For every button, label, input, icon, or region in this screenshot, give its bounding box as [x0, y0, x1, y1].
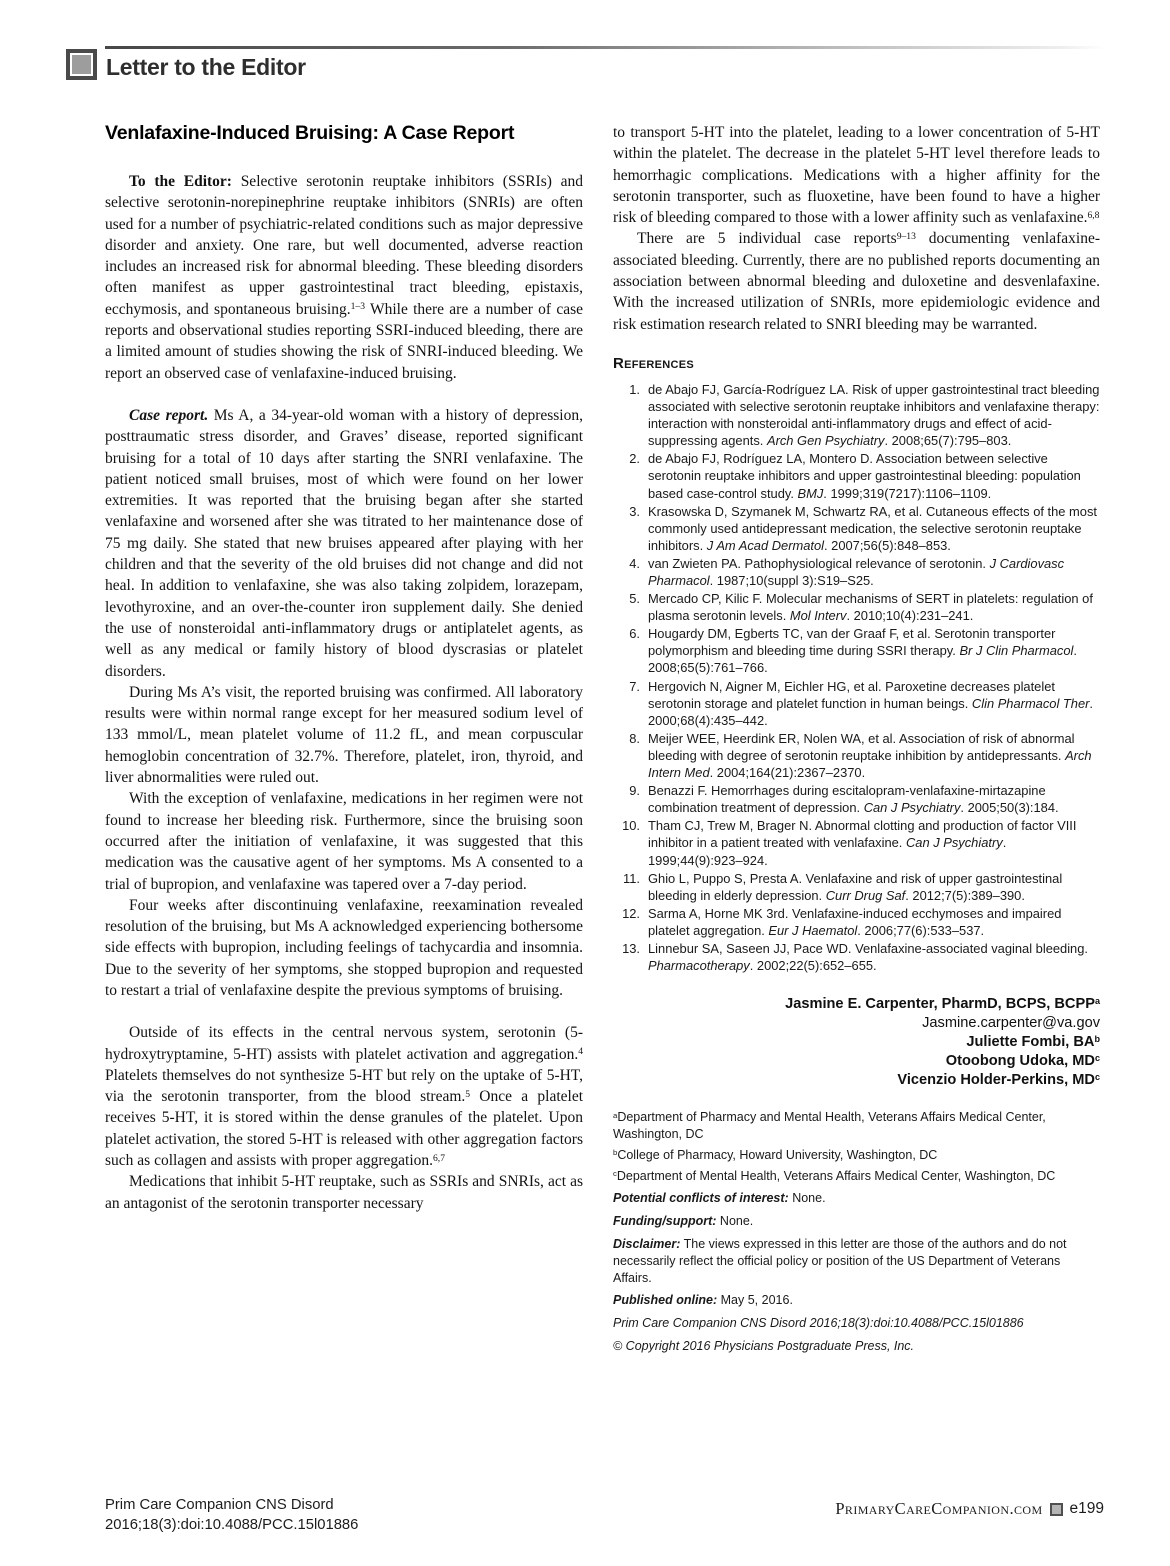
author-line: Jasmine E. Carpenter, PharmD, BCPS, BCPP$^a$	[785, 996, 1100, 1013]
reference-number: 5.	[629, 591, 640, 607]
affiliation-line: $^a$Department of Pharmacy and Mental Health, Veterans Affairs Medical Center, Washington, DC	[613, 1110, 1046, 1141]
reference-number: 10.	[622, 818, 640, 834]
affiliation-line: $^c$Department of Mental Health, Veterans Affairs Medical Center, Washington, DC	[613, 1168, 1056, 1183]
note-line: Prim Care Companion CNS Disord 2016;18(3):doi:10.4088/PCC.15l01886	[613, 1316, 1024, 1331]
reference-number: 8.	[629, 730, 640, 746]
body-paragraph: Medications that inhibit 5-HT reuptake, such as SSRIs and SNRIs, act as an antagonist of the serotonin transporter necessary	[105, 1173, 583, 1212]
reference-text: Ghio L, Puppo S, Presta A. Venlafaxine and risk of upper gastrointestinal bleeding in elderly depression. Curr Drug Saf. 2012;7(5):389–390.	[648, 870, 1063, 903]
reference-number: 1.	[629, 381, 640, 397]
reference-item	[615, 678, 1100, 729]
affiliations-block	[613, 1109, 1100, 1184]
reference-item	[615, 870, 1100, 904]
footer-site-name: PrimaryCareCompanion.com	[835, 1499, 1043, 1518]
reference-item	[615, 730, 1100, 781]
left-column	[105, 122, 583, 1214]
author-line: Juliette Fombi, $BA^b$	[966, 1034, 1100, 1051]
footer-site-info	[835, 1499, 1104, 1519]
author-line: Otoobong Udoka, $MD^c$	[945, 1053, 1100, 1070]
reference-number: 6.	[629, 626, 640, 642]
reference-item	[615, 555, 1100, 589]
footer-journal-info	[105, 1496, 358, 1535]
authors-block	[613, 995, 1100, 1090]
right-column	[613, 122, 1100, 1355]
reference-item	[615, 450, 1100, 501]
reference-text: Benazzi F. Hemorrhages during escitalopram-venlafaxine-mirtazapine combination treatment of depression. Can J Psychiatry. 2005;50(3):184.	[648, 783, 1059, 816]
note-line: Published online: May 5, 2016.	[613, 1293, 793, 1308]
reference-number: 3.	[629, 503, 640, 519]
reference-text: Meijer WEE, Heerdink ER, Nolen WA, et al. Association of risk of abnormal bleeding with degree of serotonin reuptake inhibition by antidepressants. Arch Intern Med. 2004;164(21):2367–2370.	[648, 730, 1092, 781]
left-paragraphs	[105, 171, 583, 1214]
reference-text: de Abajo FJ, García-Rodríguez LA. Risk of upper gastrointestinal tract bleeding associated with selective serotonin reuptake inhibitors and venlafaxine therapy: interaction with nonsteroidal anti-inflammatory drugs and effect of acid-suppressing agents. Arch Gen Psychiatry. 2008;65(7):795–803.	[648, 381, 1100, 449]
reference-item	[615, 782, 1100, 816]
reference-item	[615, 625, 1100, 676]
note-line: Disclaimer: The views expressed in this letter are those of the authors and do not necessarily reflect the official policy or position of the US Department of Veterans Affairs.	[613, 1236, 1067, 1285]
footer-journal-name: Prim Care Companion CNS Disord	[105, 1497, 334, 1513]
reference-item	[615, 590, 1100, 624]
page-marker-icon	[1050, 1503, 1063, 1516]
reference-text: Mercado CP, Kilic F. Molecular mechanisms of SERT in platelets: regulation of plasma serotonin levels. Mol Interv. 2010;10(4):231–241.	[648, 591, 1093, 624]
reference-text: van Zwieten PA. Pathophysiological relevance of serotonin. J Cardiovasc Pharmacol. 1987;10(suppl 3):S19–S25.	[648, 555, 1065, 588]
note-line: Potential conflicts of interest: None.	[613, 1191, 826, 1206]
header-divider	[105, 46, 1105, 49]
letter-section-icon-inner	[70, 53, 93, 76]
reference-number: 12.	[622, 905, 640, 921]
body-paragraph: With the exception of venlafaxine, medications in her regimen were not found to increase her bleeding risk. Furthermore, since the bruising soon occurred after the initiation of venlafaxine, it was suggested that this medication was the causative agent of her symptoms. Ms A consented to a trial of bupropion, and venlafaxine was tapered over a 7-day period.	[105, 790, 583, 893]
body-paragraph: Case report. Ms A, a 34-year-old woman with a history of depression, posttraumatic stress disorder, and Graves’ disease, reported significant bruising for a total of 10 days after starting the SNRI venlafaxine. The patient noticed small bruises, most of which were found on her lower extremities. It was reported that the bruising began after she started venlafaxine and worsened after she was titrated to her maintenance dose of 75 mg daily. She stated that new bruises appeared after playing with her children and that the severity of the old bruises did not change and did not heal. In addition to venlafaxine, she was also taking zolpidem, lorazepam, levothyroxine, and an over-the-counter iron supplement daily. She denied the use of nonsteroidal anti-inflammatory drugs or antiplatelet agents, as well as any medical or family history of blood dyscrasias or platelet disorders.	[105, 406, 583, 680]
body-paragraph: There are 5 individual case reports$^{9-13}$ documenting venlafaxine-associated bleeding. Currently, there are no published reports documenting an association between abnormal bleeding and duloxetine and desvenlafaxine. With the increased utilization of SNRIs, more epidemiologic evidence and risk estimation research related to SNRI bleeding may be warranted.	[613, 230, 1100, 333]
reference-number: 13.	[622, 940, 640, 956]
reference-number: 11.	[623, 870, 640, 886]
references-list	[613, 381, 1100, 974]
body-paragraph: Four weeks after discontinuing venlafaxine, reexamination revealed resolution of the bruising, but Ms A acknowledged experiencing bothersome side effects with bupropion, including feelings of tachycardia and insomnia. Due to the severity of her symptoms, she stopped bupropion and requested to restart a trial of venlafaxine despite the previous symptoms of bruising.	[105, 896, 583, 999]
reference-item	[615, 905, 1100, 939]
right-paragraphs	[613, 122, 1100, 335]
body-paragraph: Outside of its effects in the central nervous system, serotonin (5-hydroxytryptamine, 5-HT) assists with platelet activation and aggregation.$^4$ Platelets themselves do not synthesize 5-HT but rely on the uptake of 5-HT, via the serotonin transporter, from the blood stream.$^5$ Once a platelet receives 5-HT, it is stored within the dense granules of the platelet. Upon platelet activation, the stored 5-HT is released with other aggregation factors such as collagen and assists with proper aggregation.$^{6,7}$	[105, 1024, 584, 1170]
author-line: Vicenzio Holder-Perkins, $MD^c$	[897, 1072, 1100, 1089]
reference-number: 4.	[629, 555, 640, 571]
body-paragraph: To the Editor: Selective serotonin reuptake inhibitors (SSRIs) and selective serotonin-norepinephrine reuptake inhibitors (SNRIs) are often used for a number of psychiatric-related conditions such as major depressive disorder and anxiety. One rare, but well documented, adverse reaction includes an increased risk for abnormal bleeding. These bleeding disorders often manifest as upper gastrointestinal tract bleeding, epistaxis, ecchymosis, and spontaneous bruising.$^{1-3}$ While there are a number of case reports and observational studies reporting SSRI-induced bleeding, there are a limited amount of studies showing the risk of SNRI-induced bleeding. We report an observed case of venlafaxine-induced bruising.	[105, 173, 583, 382]
affiliation-line: $^b$College of Pharmacy, Howard University, Washington, DC	[613, 1147, 938, 1162]
reference-item	[615, 817, 1100, 868]
footer-journal-doi: 2016;18(3):doi:10.4088/PCC.15l01886	[105, 1516, 359, 1533]
references-heading: References	[613, 354, 695, 372]
author-line: Jasmine.carpenter@va.gov	[922, 1015, 1100, 1032]
reference-item	[615, 940, 1100, 974]
note-line: © Copyright 2016 Physicians Postgraduate Press, Inc.	[613, 1338, 915, 1353]
reference-text: Sarma A, Horne MK 3rd. Venlafaxine-induced ecchymoses and impaired platelet aggregation. Eur J Haematol. 2006;77(6):533–537.	[648, 905, 1062, 938]
reference-text: Tham CJ, Trew M, Brager N. Abnormal clotting and production of factor VIII inhibitor in a patient treated with venlafaxine. Can J Psychiatry. 1999;44(9):923–924.	[648, 818, 1077, 868]
section-header: Letter to the Editor	[106, 54, 306, 80]
reference-text: de Abajo FJ, Rodríguez LA, Montero D. Association between selective serotonin reuptake inhibitors and upper gastrointestinal bleeding: population based case-control study. BMJ. 1999;319(7217):1106–1109.	[648, 451, 1081, 501]
article-title: Venlafaxine-Induced Bruising: A Case Report	[105, 122, 515, 144]
reference-text: Hougardy DM, Egberts TC, van der Graaf F, et al. Serotonin transporter polymorphism and bleeding time during SSRI therapy. Br J Clin Pharmacol. 2008;65(5):761–766.	[648, 626, 1077, 676]
reference-text: Hergovich N, Aigner M, Eichler HG, et al. Paroxetine decreases platelet serotonin storage and platelet function in human beings. Clin Pharmacol Ther. 2000;68(4):435–442.	[648, 678, 1094, 728]
notes-block	[613, 1190, 1100, 1354]
reference-number: 2.	[629, 451, 640, 467]
reference-number: 7.	[629, 678, 640, 694]
reference-text: Linnebur SA, Saseen JJ, Pace WD. Venlafaxine-associated vaginal bleeding. Pharmacotherapy. 2002;22(5):652–655.	[648, 940, 1088, 974]
footer-page-number: e199	[1069, 1500, 1104, 1517]
letter-section-icon	[66, 49, 97, 80]
body-paragraph: During Ms A’s visit, the reported bruising was confirmed. All laboratory results were within normal range except for her measured sodium level of 133 mmol/L, mean platelet volume of 11.2 fL, and mean corpuscular hemoglobin concentration of 32.7%. Therefore, platelet, iron, thyroid, and liver abnormalities were ruled out.	[105, 683, 583, 787]
reference-text: Krasowska D, Szymanek M, Schwartz RA, et al. Cutaneous effects of the most commonly used antidepressant medication, the selective serotonin reuptake inhibitors. J Am Acad Dermatol. 2007;56(5):848–853.	[648, 503, 1097, 553]
body-paragraph: to transport 5-HT into the platelet, leading to a lower concentration of 5-HT within the platelet. The decrease in the platelet 5-HT level therefore leads to hemorrhagic complications. Medications with a higher affinity for the serotonin transporter, such as fluoxetine, have been found to have a higher risk of bleeding compared to those with a lower affinity such as venlafaxine.$^{6,8}$	[613, 124, 1100, 227]
note-line: Funding/support: None.	[613, 1214, 754, 1229]
reference-item	[615, 503, 1100, 554]
reference-item	[615, 381, 1100, 449]
reference-number: 9.	[629, 783, 640, 799]
